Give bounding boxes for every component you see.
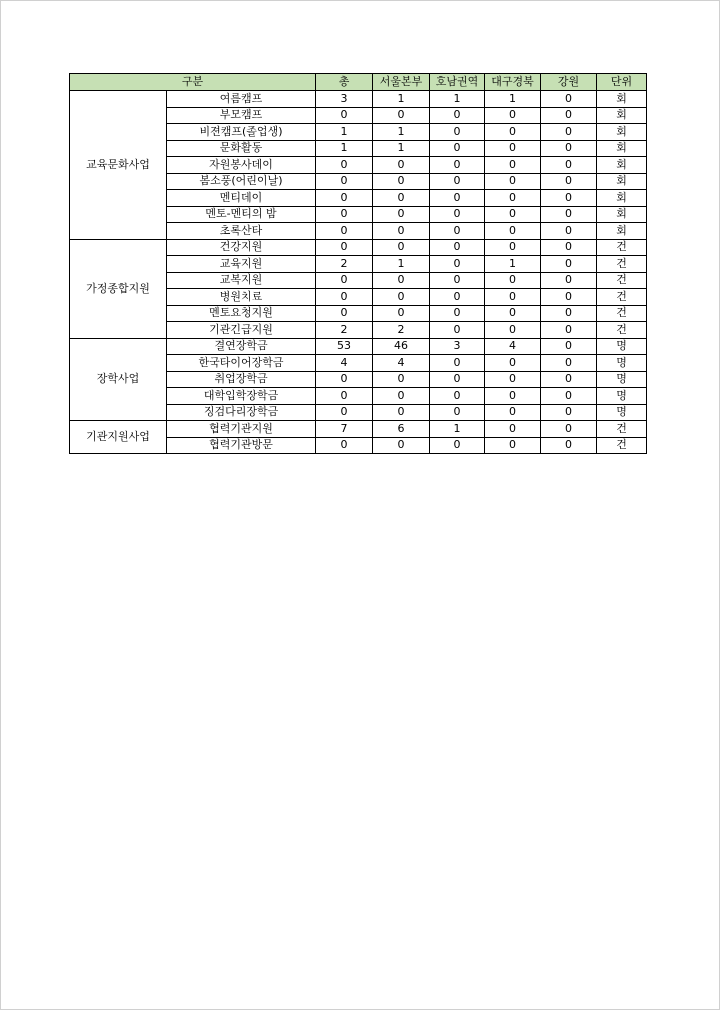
total-cell: 0 xyxy=(316,272,373,289)
honam-cell: 0 xyxy=(430,355,485,372)
gangwon-cell: 0 xyxy=(541,239,597,256)
daegu-cell: 0 xyxy=(485,157,541,174)
table-row xyxy=(70,421,647,438)
daegu-cell: 0 xyxy=(485,173,541,190)
honam-cell: 0 xyxy=(430,256,485,273)
statistics-table xyxy=(69,73,647,454)
honam-cell: 0 xyxy=(430,437,485,454)
daegu-cell: 0 xyxy=(485,355,541,372)
header-honam: 호남권역 xyxy=(430,74,485,91)
total-cell: 53 xyxy=(316,338,373,355)
unit-cell: 건 xyxy=(597,239,647,256)
daegu-cell: 1 xyxy=(485,256,541,273)
gangwon-cell: 0 xyxy=(541,107,597,124)
item-name: 교복지원 xyxy=(167,272,316,289)
seoul-cell: 0 xyxy=(373,289,430,306)
item-name: 자원봉사데이 xyxy=(167,157,316,174)
daegu-cell: 0 xyxy=(485,289,541,306)
total-cell: 0 xyxy=(316,173,373,190)
item-name: 교육지원 xyxy=(167,256,316,273)
total-cell: 0 xyxy=(316,190,373,207)
unit-cell: 회 xyxy=(597,124,647,141)
table-row xyxy=(70,239,647,256)
honam-cell: 0 xyxy=(430,371,485,388)
item-name: 징검다리장학금 xyxy=(167,404,316,421)
honam-cell: 0 xyxy=(430,190,485,207)
total-cell: 1 xyxy=(316,140,373,157)
group-label: 교육문화사업 xyxy=(70,91,167,240)
seoul-cell: 0 xyxy=(373,437,430,454)
honam-cell: 0 xyxy=(430,206,485,223)
total-cell: 4 xyxy=(316,355,373,372)
total-cell: 0 xyxy=(316,157,373,174)
item-name: 한국타이어장학금 xyxy=(167,355,316,372)
seoul-cell: 6 xyxy=(373,421,430,438)
gangwon-cell: 0 xyxy=(541,305,597,322)
gangwon-cell: 0 xyxy=(541,157,597,174)
unit-cell: 회 xyxy=(597,190,647,207)
item-name: 비젼캠프(졸업생) xyxy=(167,124,316,141)
total-cell: 0 xyxy=(316,289,373,306)
honam-cell: 1 xyxy=(430,91,485,108)
honam-cell: 0 xyxy=(430,223,485,240)
unit-cell: 명 xyxy=(597,355,647,372)
header-row xyxy=(70,74,647,91)
unit-cell: 회 xyxy=(597,206,647,223)
total-cell: 0 xyxy=(316,404,373,421)
honam-cell: 0 xyxy=(430,140,485,157)
gangwon-cell: 0 xyxy=(541,289,597,306)
gangwon-cell: 0 xyxy=(541,437,597,454)
daegu-cell: 0 xyxy=(485,305,541,322)
header-gangwon: 강원 xyxy=(541,74,597,91)
unit-cell: 건 xyxy=(597,272,647,289)
gangwon-cell: 0 xyxy=(541,322,597,339)
table-body xyxy=(70,91,647,454)
seoul-cell: 0 xyxy=(373,305,430,322)
item-name: 취업장학금 xyxy=(167,371,316,388)
gangwon-cell: 0 xyxy=(541,206,597,223)
gangwon-cell: 0 xyxy=(541,355,597,372)
item-name: 부모캠프 xyxy=(167,107,316,124)
gangwon-cell: 0 xyxy=(541,223,597,240)
seoul-cell: 4 xyxy=(373,355,430,372)
unit-cell: 회 xyxy=(597,223,647,240)
unit-cell: 명 xyxy=(597,388,647,405)
total-cell: 0 xyxy=(316,371,373,388)
honam-cell: 0 xyxy=(430,157,485,174)
total-cell: 7 xyxy=(316,421,373,438)
item-name: 결연장학금 xyxy=(167,338,316,355)
seoul-cell: 0 xyxy=(373,223,430,240)
total-cell: 0 xyxy=(316,388,373,405)
group-label: 장학사업 xyxy=(70,338,167,421)
gangwon-cell: 0 xyxy=(541,124,597,141)
gangwon-cell: 0 xyxy=(541,338,597,355)
daegu-cell: 0 xyxy=(485,140,541,157)
unit-cell: 건 xyxy=(597,421,647,438)
seoul-cell: 0 xyxy=(373,371,430,388)
item-name: 대학입학장학금 xyxy=(167,388,316,405)
daegu-cell: 0 xyxy=(485,371,541,388)
gangwon-cell: 0 xyxy=(541,371,597,388)
total-cell: 3 xyxy=(316,91,373,108)
honam-cell: 0 xyxy=(430,272,485,289)
seoul-cell: 1 xyxy=(373,91,430,108)
daegu-cell: 0 xyxy=(485,206,541,223)
total-cell: 0 xyxy=(316,437,373,454)
honam-cell: 0 xyxy=(430,388,485,405)
total-cell: 2 xyxy=(316,256,373,273)
daegu-cell: 0 xyxy=(485,223,541,240)
seoul-cell: 0 xyxy=(373,157,430,174)
table-row xyxy=(70,338,647,355)
unit-cell: 회 xyxy=(597,140,647,157)
seoul-cell: 1 xyxy=(373,140,430,157)
header-unit: 단위 xyxy=(597,74,647,91)
group-label: 기관지원사업 xyxy=(70,421,167,454)
unit-cell: 건 xyxy=(597,289,647,306)
daegu-cell: 0 xyxy=(485,272,541,289)
daegu-cell: 0 xyxy=(485,107,541,124)
unit-cell: 회 xyxy=(597,91,647,108)
unit-cell: 건 xyxy=(597,437,647,454)
unit-cell: 건 xyxy=(597,256,647,273)
gangwon-cell: 0 xyxy=(541,404,597,421)
daegu-cell: 0 xyxy=(485,190,541,207)
gangwon-cell: 0 xyxy=(541,421,597,438)
honam-cell: 0 xyxy=(430,404,485,421)
gangwon-cell: 0 xyxy=(541,256,597,273)
honam-cell: 1 xyxy=(430,421,485,438)
daegu-cell: 4 xyxy=(485,338,541,355)
seoul-cell: 46 xyxy=(373,338,430,355)
unit-cell: 명 xyxy=(597,338,647,355)
gangwon-cell: 0 xyxy=(541,272,597,289)
seoul-cell: 0 xyxy=(373,388,430,405)
total-cell: 0 xyxy=(316,206,373,223)
unit-cell: 회 xyxy=(597,173,647,190)
item-name: 멘티데이 xyxy=(167,190,316,207)
seoul-cell: 1 xyxy=(373,256,430,273)
gangwon-cell: 0 xyxy=(541,140,597,157)
honam-cell: 0 xyxy=(430,173,485,190)
seoul-cell: 0 xyxy=(373,206,430,223)
header-seoul: 서울본부 xyxy=(373,74,430,91)
item-name: 건강지원 xyxy=(167,239,316,256)
seoul-cell: 0 xyxy=(373,239,430,256)
unit-cell: 회 xyxy=(597,157,647,174)
honam-cell: 0 xyxy=(430,322,485,339)
item-name: 문화활동 xyxy=(167,140,316,157)
seoul-cell: 2 xyxy=(373,322,430,339)
honam-cell: 0 xyxy=(430,289,485,306)
daegu-cell: 0 xyxy=(485,388,541,405)
total-cell: 2 xyxy=(316,322,373,339)
header-total: 총 xyxy=(316,74,373,91)
unit-cell: 건 xyxy=(597,305,647,322)
item-name: 기관긴급지원 xyxy=(167,322,316,339)
item-name: 병원치료 xyxy=(167,289,316,306)
honam-cell: 0 xyxy=(430,124,485,141)
honam-cell: 0 xyxy=(430,305,485,322)
unit-cell: 명 xyxy=(597,404,647,421)
group-label: 가정종합지원 xyxy=(70,239,167,338)
item-name: 협력기관방문 xyxy=(167,437,316,454)
gangwon-cell: 0 xyxy=(541,190,597,207)
daegu-cell: 0 xyxy=(485,322,541,339)
total-cell: 0 xyxy=(316,305,373,322)
unit-cell: 회 xyxy=(597,107,647,124)
daegu-cell: 0 xyxy=(485,404,541,421)
seoul-cell: 0 xyxy=(373,272,430,289)
honam-cell: 3 xyxy=(430,338,485,355)
total-cell: 0 xyxy=(316,239,373,256)
total-cell: 1 xyxy=(316,124,373,141)
honam-cell: 0 xyxy=(430,107,485,124)
honam-cell: 0 xyxy=(430,239,485,256)
daegu-cell: 0 xyxy=(485,239,541,256)
seoul-cell: 0 xyxy=(373,107,430,124)
item-name: 초록산타 xyxy=(167,223,316,240)
table-row xyxy=(70,91,647,108)
seoul-cell: 0 xyxy=(373,173,430,190)
gangwon-cell: 0 xyxy=(541,388,597,405)
unit-cell: 건 xyxy=(597,322,647,339)
seoul-cell: 0 xyxy=(373,404,430,421)
header-category: 구분 xyxy=(70,74,316,91)
daegu-cell: 0 xyxy=(485,421,541,438)
gangwon-cell: 0 xyxy=(541,91,597,108)
total-cell: 0 xyxy=(316,223,373,240)
item-name: 봄소풍(어린이날) xyxy=(167,173,316,190)
item-name: 멘토-멘티의 밤 xyxy=(167,206,316,223)
item-name: 여름캠프 xyxy=(167,91,316,108)
header-daegu: 대구경북 xyxy=(485,74,541,91)
daegu-cell: 0 xyxy=(485,437,541,454)
daegu-cell: 1 xyxy=(485,91,541,108)
item-name: 멘토요청지원 xyxy=(167,305,316,322)
unit-cell: 명 xyxy=(597,371,647,388)
seoul-cell: 0 xyxy=(373,190,430,207)
gangwon-cell: 0 xyxy=(541,173,597,190)
total-cell: 0 xyxy=(316,107,373,124)
daegu-cell: 0 xyxy=(485,124,541,141)
item-name: 협력기관지원 xyxy=(167,421,316,438)
seoul-cell: 1 xyxy=(373,124,430,141)
